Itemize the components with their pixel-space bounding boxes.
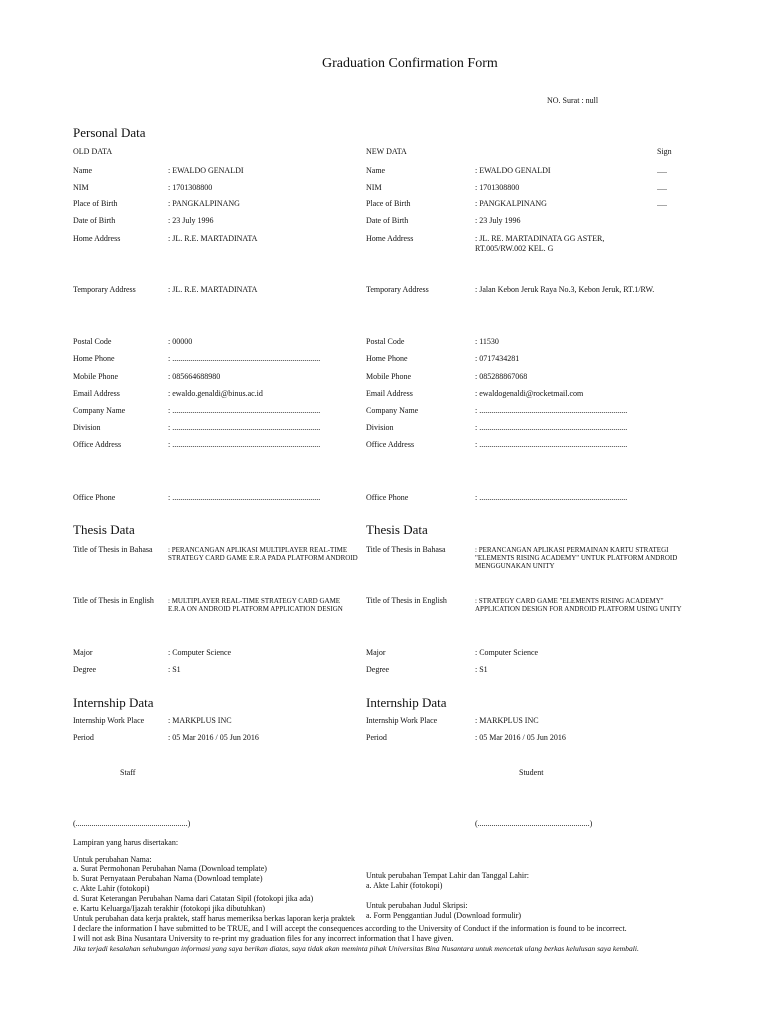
degree-old: : S1: [168, 665, 181, 674]
new-value: : 11530: [475, 337, 499, 346]
field-label-new: Postal Code: [366, 337, 405, 346]
old-value: : ewaldo.genaldi@binus.ac.id: [168, 389, 263, 398]
new-value: : ..........................................................................: [475, 493, 628, 502]
new-value: : JL. RE. MARTADINATA GG ASTER, RT.005/RW.002 KEL. G: [475, 234, 605, 253]
sign-placeholder: .....: [657, 199, 667, 208]
field-label-new: Email Address: [366, 389, 413, 398]
field-label: Home Phone: [73, 354, 115, 363]
declaration-line-indonesian: Jika terjadi kesalahan sehubungan informasi yang saya berikan diatas, saya tidak akan meminta pihak Universitas Bina Nusantara untuk mencetak ulang berkas kelulusan saya kembali.: [73, 944, 639, 953]
student-signature-line: (........................................................): [475, 819, 593, 828]
old-value: : JL. R.E. MARTADINATA: [168, 285, 258, 294]
thesis-data-heading-new: Thesis Data: [366, 522, 428, 537]
new-value: : 23 July 1996: [475, 216, 521, 225]
old-value: : 1701308800: [168, 183, 213, 192]
old-value: : ..........................................................................: [168, 440, 321, 449]
thesis-bahasa-label-new: Title of Thesis in Bahasa: [366, 545, 446, 554]
sign-column-header: Sign: [657, 147, 672, 156]
major-label-new: Major: [366, 648, 386, 657]
sign-placeholder: .....: [657, 183, 667, 192]
old-data-column-header: OLD DATA: [73, 147, 113, 156]
old-value: : ..........................................................................: [168, 354, 321, 363]
field-label: Postal Code: [73, 337, 112, 346]
internship-data-heading-old: Internship Data: [73, 695, 154, 710]
period-label-new: Period: [366, 733, 387, 742]
old-value: : 00000: [168, 337, 193, 346]
degree-new: : S1: [475, 665, 488, 674]
major-new: : Computer Science: [475, 648, 539, 657]
internship-place-old: : MARKPLUS INC: [168, 716, 232, 725]
field-label-new: Office Address: [366, 440, 415, 449]
new-value: : 1701308800: [475, 183, 520, 192]
no-surat: NO. Surat : null: [547, 96, 599, 105]
field-label: NIM: [73, 183, 89, 192]
field-label-new: Temporary Address: [366, 285, 429, 294]
old-value: : EWALDO GENALDI: [168, 166, 244, 175]
attachments-heading: Lampiran yang harus disertakan:: [73, 838, 179, 847]
new-value: : 085288867068: [475, 372, 528, 381]
field-label-new: Division: [366, 423, 394, 432]
internship-place-new: : MARKPLUS INC: [475, 716, 539, 725]
birth-change-item: a. Akte Lahir (fotokopi): [366, 881, 443, 890]
new-value: : ewaldogenaldi@rocketmail.com: [475, 389, 584, 398]
sign-placeholder: .....: [657, 166, 667, 175]
declaration-line: I will not ask Bina Nusantara University to re-print my graduation files for any incorrect information that I have given.: [73, 934, 454, 943]
period-new: : 05 Mar 2016 / 05 Jun 2016: [475, 733, 566, 742]
nama-change-item: a. Surat Permohonan Perubahan Nama (Download template): [73, 864, 267, 873]
new-value: : ..........................................................................: [475, 406, 628, 415]
field-label: Temporary Address: [73, 285, 136, 294]
field-label: Name: [73, 166, 93, 175]
old-value: : 085664688980: [168, 372, 221, 381]
field-label: Division: [73, 423, 101, 432]
field-label: Company Name: [73, 406, 126, 415]
thesis-title-change-item: a. Form Penggantian Judul (Download formulir): [366, 911, 522, 920]
internship-place-label-new: Internship Work Place: [366, 716, 438, 725]
new-value: : ..........................................................................: [475, 440, 628, 449]
field-label-new: NIM: [366, 183, 382, 192]
new-data-column-header: NEW DATA: [366, 147, 407, 156]
field-label-new: Office Phone: [366, 493, 409, 502]
nama-change-item: d. Surat Keterangan Perubahan Nama dari Catatan Sipil (fotokopi jika ada): [73, 894, 314, 903]
internship-data-heading-new: Internship Data: [366, 695, 447, 710]
thesis-english-label-new: Title of Thesis in English: [366, 596, 447, 605]
field-label-new: Home Address: [366, 234, 414, 243]
old-value: : ..........................................................................: [168, 406, 321, 415]
field-label-new: Home Phone: [366, 354, 408, 363]
old-value: : ..........................................................................: [168, 423, 321, 432]
form-title: Graduation Confirmation Form: [322, 56, 498, 71]
thesis-title-change-heading: Untuk perubahan Judul Skripsi:: [366, 901, 468, 910]
field-label-new: Company Name: [366, 406, 419, 415]
nama-change-heading: Untuk perubahan Nama:: [73, 855, 152, 864]
thesis-bahasa-old: : PERANCANGAN APLIKASI MULTIPLAYER REAL-TIME STRATEGY CARD GAME E.R.A PADA PLATFORM ANDROID: [168, 546, 358, 562]
field-label: Office Phone: [73, 493, 116, 502]
old-value: : JL. R.E. MARTADINATA: [168, 234, 258, 243]
period-old: : 05 Mar 2016 / 05 Jun 2016: [168, 733, 259, 742]
thesis-bahasa-label: Title of Thesis in Bahasa: [73, 545, 153, 554]
field-label: Home Address: [73, 234, 121, 243]
declaration-line: I declare the information I have submitted to be TRUE, and I will accept the consequences according to the University of Conduct if the information is found to be incorrect.: [73, 924, 627, 933]
old-value: : PANGKALPINANG: [168, 199, 240, 208]
field-label: Office Address: [73, 440, 122, 449]
nama-change-item: b. Surat Pernyataan Perubahan Nama (Download template): [73, 874, 263, 883]
student-label: Student: [519, 768, 544, 777]
field-label-new: Mobile Phone: [366, 372, 412, 381]
field-label: Date of Birth: [73, 216, 116, 225]
new-value: : Jalan Kebon Jeruk Raya No.3, Kebon Jeruk, RT.1/RW.: [475, 285, 655, 294]
degree-label: Degree: [73, 665, 97, 674]
degree-label-new: Degree: [366, 665, 390, 674]
birth-change-heading: Untuk perubahan Tempat Lahir dan Tanggal Lahir:: [366, 871, 529, 880]
thesis-data-heading-old: Thesis Data: [73, 522, 135, 537]
staff-label: Staff: [120, 768, 136, 777]
major-old: : Computer Science: [168, 648, 232, 657]
nama-change-item: e. Kartu Keluarga/Ijazah terakhir (fotokopi jika dibutuhkan): [73, 904, 266, 913]
new-value: : PANGKALPINANG: [475, 199, 547, 208]
field-label: Mobile Phone: [73, 372, 119, 381]
field-label-new: Name: [366, 166, 386, 175]
thesis-english-new: : STRATEGY CARD GAME "ELEMENTS RISING ACADEMY" APPLICATION DESIGN FOR ANDROID PLATFORM USING UNITY: [475, 597, 682, 613]
field-label: Place of Birth: [73, 199, 118, 208]
thesis-bahasa-new: : PERANCANGAN APLIKASI PERMAINAN KARTU STRATEGI "ELEMENTS RISING ACADEMY" UNTUK PLATFORM ANDROID MENGGUNAKAN UNITY: [475, 546, 678, 570]
field-label-new: Date of Birth: [366, 216, 409, 225]
old-value: : 23 July 1996: [168, 216, 214, 225]
nama-change-item: c. Akte Lahir (fotokopi): [73, 884, 150, 893]
personal-data-heading: Personal Data: [73, 125, 146, 140]
thesis-english-old: : MULTIPLAYER REAL-TIME STRATEGY CARD GAME E.R.A ON ANDROID PLATFORM APPLICATION DESIGN: [168, 597, 343, 613]
old-value: : ..........................................................................: [168, 493, 321, 502]
field-label: Email Address: [73, 389, 120, 398]
staff-signature-line: (........................................................): [73, 819, 191, 828]
kerja-praktek-note: Untuk perubahan data kerja praktek, staff harus memeriksa berkas laporan kerja praktek: [73, 914, 355, 923]
period-label: Period: [73, 733, 94, 742]
thesis-english-label: Title of Thesis in English: [73, 596, 154, 605]
major-label: Major: [73, 648, 93, 657]
field-label-new: Place of Birth: [366, 199, 411, 208]
internship-place-label: Internship Work Place: [73, 716, 145, 725]
new-value: : 0717434281: [475, 354, 520, 363]
new-value: : EWALDO GENALDI: [475, 166, 551, 175]
new-value: : ..........................................................................: [475, 423, 628, 432]
